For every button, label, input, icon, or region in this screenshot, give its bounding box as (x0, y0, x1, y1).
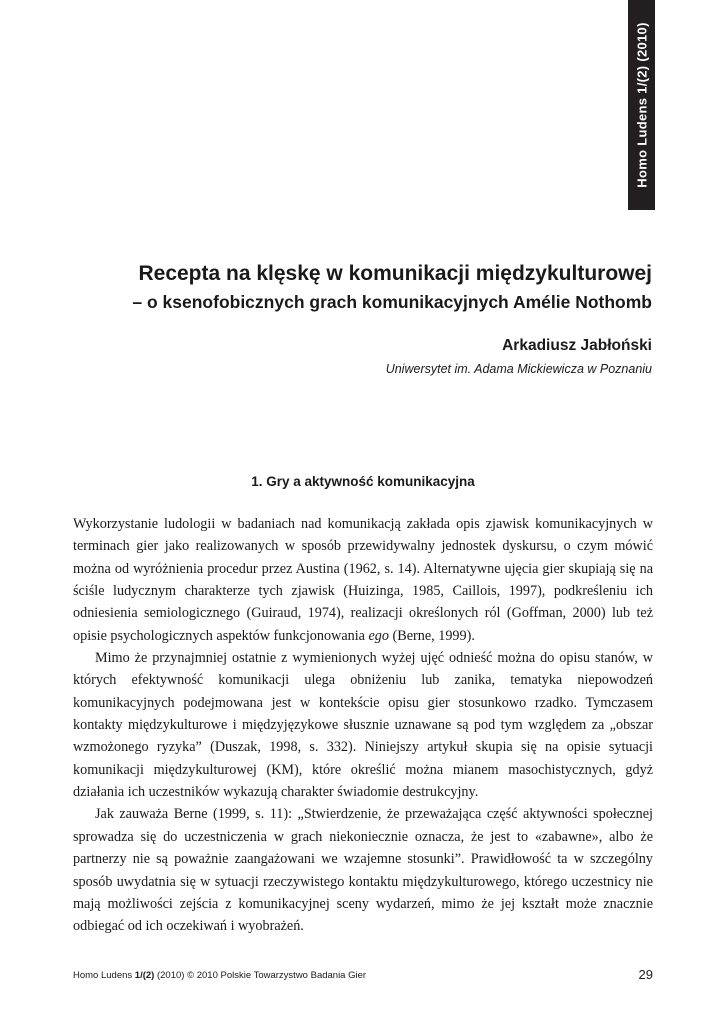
body-paragraph-1 (73, 513, 653, 647)
footer-issue: 1/(2) (134, 970, 155, 981)
footer-citation (73, 970, 366, 981)
article-subtitle: – o ksenofobicznych grach komunikacyjnych Amélie Nothomb (132, 292, 652, 312)
page-number: 29 (638, 967, 653, 982)
article-body (73, 513, 653, 938)
body-paragraph-3: Jak zauważa Berne (1999, s. 11): „Stwierdzenie, że przeważająca część aktywności społecznej sprowadza się do uczestniczenia w grach niekoniecznie oznacza, że jest to «zabawne», albo że partnerzy nie są poważnie zaangażowani we wzajemne stosunki”. Prawidłowość ta w szczególny sposób uwydatnia się w sytuacji rzeczywistego kontaktu międzykulturowego, którego uczestnicy nie mają możliwości zejścia z komunikacyjnej sceny wydarzeń, mimo że jej kształt może znacznie odbiegać od ich oczekiwań i wyobrażeń. (73, 806, 653, 935)
footer-copyright: (2010) © 2010 Polskie Towarzystwo Badania Gier (154, 970, 367, 981)
article-title: Recepta na klęskę w komunikacji międzykulturowej (138, 262, 652, 285)
journal-side-tab-label: Homo Ludens 1/(2) (2010) (634, 22, 649, 188)
journal-side-tab (628, 0, 655, 210)
paragraph-1-end: (Berne, 1999). (389, 627, 475, 644)
author-affiliation: Uniwersytet im. Adama Mickiewicza w Poznaniu (385, 362, 652, 376)
paragraph-1-text: Wykorzystanie ludologii w badaniach nad komunikacją zakłada opis zjawisk komunikacyjnych w terminach gier jako realizowanych w sposób przewidywalny jednostek dyskursu, o czym mówić można od wyróżnienia procedur przez Austina (1962, s. 14). Alternatywne ujęcia gier skupiają się na ściśle ludycznym charakterze tych zjawisk (Huizinga, 1985, Caillois, 1997), podkreśleniu ich odniesienia semiologicznego (Guiraud, 1974), realizacji określonych ról (Goffman, 2000) lub też opisie psychologicznych aspektów funkcjonowania (73, 516, 653, 644)
author-name: Arkadiusz Jabłoński (502, 337, 652, 354)
section-heading: 1. Gry a aktywność komunikacyjna (251, 474, 475, 489)
footer-journal: Homo Ludens (73, 970, 135, 981)
body-paragraph-2: Mimo że przynajmniej ostatnie z wymienionych wyżej ujęć odnieść można do opisu stanów, w których efektywność komunikacji ulega obniżeniu lub zanika, tematyka niepowodzeń komunikacyjnych podejmowana jest w kontekście opisu gier stosunkowo rzadko. Tymczasem kontakty międzykulturowe i międzyjęzykowe słusznie uznawane są pod tym względem za „obszar wzmożonego ryzyka” (Duszak, 1998, s. 332). Niniejszy artykuł skupia się na opisie sytuacji komunikacji międzykulturowej (KM), które określić można mianem masochistycznych, gdyż działania ich uczestników wykazują charakter świadomie destrukcyjny. (73, 650, 653, 801)
paragraph-1-italic-term: ego (368, 627, 389, 644)
